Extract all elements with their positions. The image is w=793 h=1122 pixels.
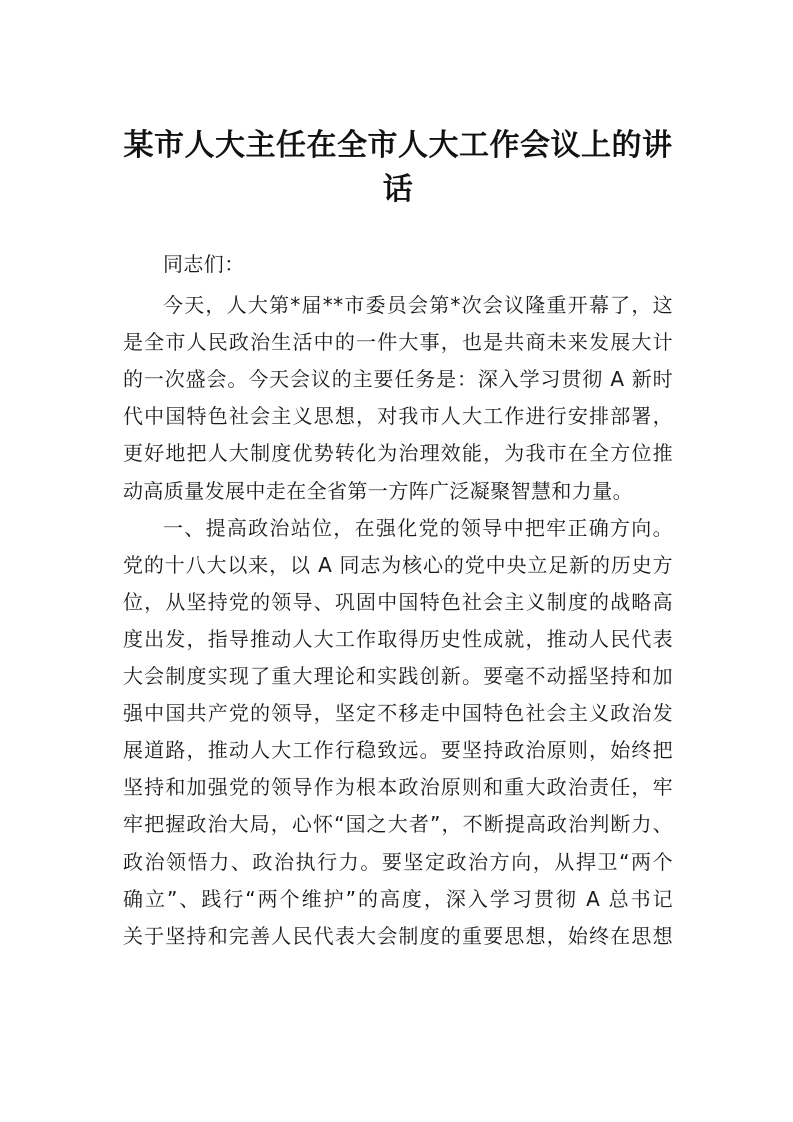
- paragraph-2-line: 强中国共产党的领导，坚定不移走中国特色社会主义政治发: [123, 701, 673, 726]
- paragraph-2-line: 关于坚持和完善人民代表大会制度的重要思想，始终在思想: [123, 923, 673, 948]
- paragraph-2-line: 展道路，推动人大工作行稳致远。要坚持政治原则，始终把: [123, 738, 673, 763]
- paragraph-1-line: 的一次盛会。今天会议的主要任务是：深入学习贯彻 A 新时: [123, 367, 673, 392]
- document-body: [123, 246, 673, 955]
- paragraph-2-line: 牢把握政治大局，心怀“国之大者”，不断提高政治判断力、: [123, 812, 673, 837]
- paragraph-2-line: 政治领悟力、政治执行力。要坚定政治方向，从捍卫“两个: [123, 849, 673, 874]
- paragraph-2-line: 大会制度实现了重大理论和实践创新。要毫不动摇坚持和加: [123, 664, 673, 689]
- paragraph-1-line: 动高质量发展中走在全省第一方阵广泛凝聚智慧和力量。: [123, 478, 633, 503]
- paragraph-1-line: 更好地把人大制度优势转化为治理效能，为我市在全方位推: [123, 441, 673, 466]
- paragraph-1-line: 是全市人民政治生活中的一件大事，也是共商未来发展大计: [123, 330, 673, 355]
- paragraph-2-line: 坚持和加强党的领导作为根本政治原则和重大政治责任，牢: [123, 775, 673, 800]
- salutation: 同志们：: [163, 252, 245, 276]
- paragraph-1-line: 代中国特色社会主义思想，对我市人大工作进行安排部署，: [123, 404, 673, 429]
- paragraph-2-line: 度出发，指导推动人大工作取得历史性成就，推动人民代表: [123, 626, 673, 651]
- paragraph-1-line: 今天，人大第*届**市委员会第*次会议隆重开幕了，这: [163, 293, 673, 318]
- paragraph-2-line: 党的十八大以来，以 A 同志为核心的党中央立足新的历史方: [123, 552, 673, 577]
- paragraph-2-line: 一、提高政治站位，在强化党的领导中把牢正确方向。: [163, 515, 673, 540]
- title-line-1: 某市人大主任在全市人大工作会议上的讲: [123, 128, 673, 163]
- paragraph-2-line: 位，从坚持党的领导、巩固中国特色社会主义制度的战略高: [123, 589, 673, 614]
- document-title: [120, 124, 676, 212]
- paragraph-2-line: 确立”、践行“两个维护”的高度，深入学习贯彻 A 总书记: [123, 886, 673, 911]
- title-line-2: 话: [382, 172, 414, 207]
